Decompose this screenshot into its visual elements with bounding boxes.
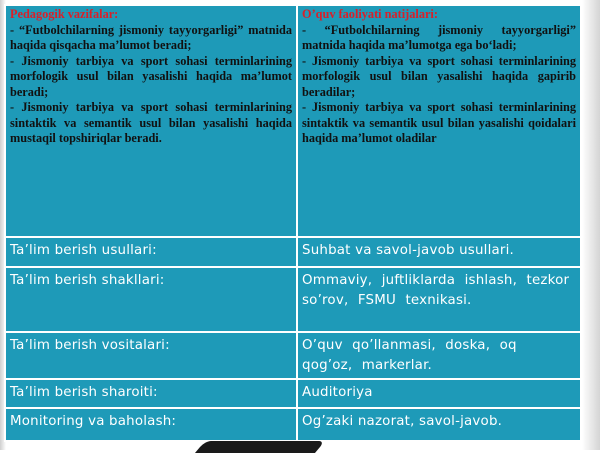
table-row (5, 237, 581, 267)
pedagogical-tasks-header: Pedagogik vazifalar: (10, 7, 119, 21)
row-value: Ommaviy, juftliklarda ishlash, tezkor so’rov, FSMU texnikasi. (297, 267, 581, 332)
learning-outcome-item: - Jismoniy tarbiya va sport sohasi terminlarining morfologik usul bilan yasalishi haqida gapirib beradilar; (302, 53, 576, 99)
learning-outcomes-cell (297, 5, 581, 237)
pedagogical-tasks-cell (5, 5, 297, 237)
table-row (5, 332, 581, 379)
learning-outcome-item: - Jismoniy tarbiya va sport sohasi terminlarining sintaktik va semantik usul bilan yasalishi qoidalari haqida ma’lumot oladilar (302, 100, 576, 145)
row-label: Ta’lim berish vositalari: (5, 332, 297, 379)
row-label: Ta’lim berish usullari: (5, 237, 297, 267)
page-curl-decoration (195, 441, 325, 453)
pedagogical-task-item: - Jismoniy tarbiya va sport sohasi terminlarining sintaktik va semantik usul bilan yasalishi haqida mustaqil topshiriqlar beradi. (10, 100, 292, 145)
table-row (5, 379, 581, 408)
learning-outcomes-header: O’quv faoliyati natijalari: (302, 7, 438, 21)
row-label: Ta’lim berish sharoiti: (5, 379, 297, 408)
row-label: Ta’lim berish shakllari: (5, 267, 297, 332)
row-value: Og’zaki nazorat, savol-javob. (297, 408, 581, 441)
lesson-plan-table (4, 4, 582, 442)
page-shadow-right (582, 0, 600, 450)
pedagogical-task-item: - “Futbolchilarning jismoniy tayyorgarligi” matnida haqida qisqacha ma’lumot beradi; (10, 22, 292, 52)
row-label: Monitoring va baholash: (5, 408, 297, 441)
row-value: Suhbat va savol-javob usullari. (297, 237, 581, 267)
pedagogical-task-item: - Jismoniy tarbiya va sport sohasi terminlarining morfologik usul bilan yasalishi haqida ma’lumot beradi; (10, 53, 292, 99)
table-row (5, 267, 581, 332)
row-value: Auditoriya (297, 379, 581, 408)
learning-outcome-item: - “Futbolchilarning jismoniy tayyorgarligi” matnida haqida ma’lumotga ega bo‘ladi; (302, 22, 576, 52)
table-row (5, 408, 581, 441)
goals-row (5, 5, 581, 237)
row-value: O’quv qo’llanmasi, doska, oq qog’oz, markerlar. (297, 332, 581, 379)
